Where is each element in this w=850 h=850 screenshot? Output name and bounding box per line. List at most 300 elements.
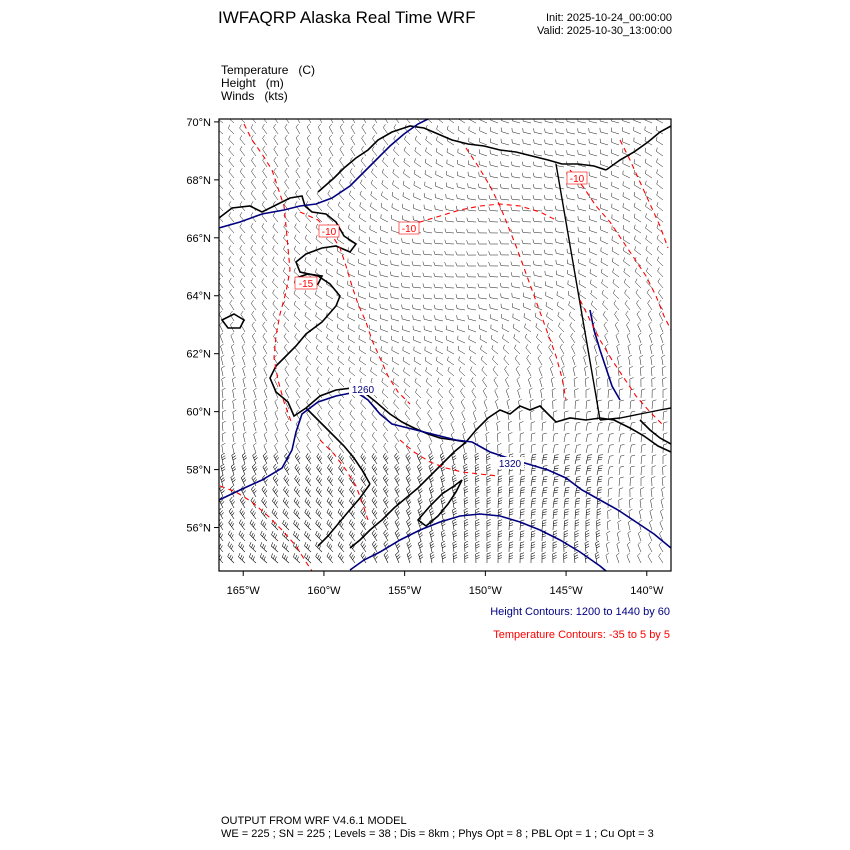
coastline-canada-east [606,126,671,170]
wind-barb [228,553,234,563]
wind-barb [527,355,531,365]
wind-barb [663,389,667,398]
wind-barb [370,214,377,222]
wind-barb [634,225,641,233]
lat-label: 64°N [186,290,211,303]
wind-barb [441,530,445,541]
wind-barb [361,443,366,453]
wind-barb [657,213,663,222]
wind-barb [412,305,421,310]
wind-barb [395,486,400,497]
contour-label-text: -10 [569,174,585,185]
wind-barb [641,400,646,409]
wind-barb [285,113,290,123]
wind-barb [239,520,245,531]
wind-barb [595,552,600,563]
wind-barb [662,487,665,497]
wind-barb [250,542,257,552]
wind-barb [460,377,465,387]
wind-barb [575,531,579,542]
wind-barb [446,183,454,190]
wind-barb [434,273,443,277]
wind-barb [553,422,558,431]
wind-barb [508,421,512,431]
wind-barb [338,367,344,376]
wind-barb [372,169,378,178]
wind-barb [425,193,433,200]
wind-barb [429,443,432,453]
wind-barb [392,346,399,354]
wind-barb [489,273,498,277]
wind-barb [274,146,278,156]
wind-barb [597,389,601,398]
wind-barb [404,378,410,387]
wind-barb [240,278,245,288]
wind-barb [240,179,245,189]
wind-barb [634,138,641,146]
wind-barb [529,388,532,398]
wind-barb [522,240,531,244]
wind-barb [571,333,575,343]
wind-barb [435,194,443,200]
wind-barb [590,269,597,277]
wind-barb [534,151,543,156]
wind-barb [384,443,388,453]
wind-barb [450,410,454,420]
wind-barb [634,214,641,222]
wind-barb [263,464,268,475]
wind-barb [467,294,476,299]
wind-barb [578,150,586,156]
wind-barb [520,476,525,486]
wind-barb [406,453,411,464]
wind-barb [221,464,226,475]
wind-barb [381,214,388,222]
wind-barb [590,280,597,288]
wind-barb [231,475,236,486]
wind-barb [498,476,502,486]
wind-barb [453,530,457,541]
wind-barb [407,552,412,563]
wind-barb [547,312,554,321]
wind-barb [414,170,421,178]
wind-barb [586,520,590,530]
wind-barb [487,531,491,542]
wind-barb [578,139,586,145]
wind-barb [424,205,432,211]
wind-barb [630,477,634,486]
wind-barb [449,378,455,387]
wind-barb [553,444,558,453]
wind-barb [273,486,278,497]
wind-barb [575,445,581,453]
wind-barb [502,324,509,332]
wind-barb [359,259,366,266]
wind-barb [272,531,279,541]
wind-barb [340,124,344,134]
wind-barb [306,464,311,475]
wind-barb [500,173,509,178]
wind-barb [531,553,535,563]
wind-barb [369,260,377,267]
wind-barb [535,292,543,299]
wind-barb [395,519,400,530]
wind-barb [296,432,300,442]
wind-barb [520,433,524,442]
wind-barb [275,443,279,453]
lon-label: 140°W [630,585,664,597]
wind-barb [445,229,454,233]
wind-barb [380,293,388,299]
wind-barb [658,268,663,278]
wind-barb [509,444,513,453]
wind-barb [271,553,278,563]
wind-barb [402,315,410,321]
wind-barb [480,138,487,145]
wind-barb [306,366,311,376]
wind-barb [497,421,501,431]
wind-barb [649,520,652,530]
wind-barb [240,497,245,508]
wind-barb [263,179,268,189]
wind-barb [242,464,247,475]
wind-barb [542,542,546,552]
wind-barb [585,366,588,376]
wind-barb [578,227,586,233]
wind-barb [601,258,608,266]
wind-barb [445,273,454,277]
wind-barb [296,135,300,145]
wind-barb [295,224,300,234]
wind-barb [307,443,311,453]
wind-barb [338,531,344,541]
wind-barb [393,389,399,398]
wind-barb [523,293,531,299]
wind-barb [575,422,580,431]
wind-barb [630,433,635,442]
wind-barb [296,146,300,156]
wind-barb [337,258,344,266]
wind-barb [217,553,223,563]
wind-barb [283,509,289,519]
wind-barb [338,542,344,552]
wind-barb [349,356,355,365]
wind-barb [418,497,423,508]
wind-barb [498,498,502,508]
wind-barb [251,267,256,277]
wind-barb [556,151,564,157]
wind-barb [415,389,421,398]
wind-barb [316,487,322,497]
wind-barb [597,455,603,464]
wind-barb [383,475,388,486]
wind-barb [240,135,245,145]
wind-barb [392,192,399,200]
wind-barb [285,124,289,134]
wind-barb [425,347,432,355]
coastline-bristol-bay [306,408,370,484]
wind-barb [663,465,667,475]
wind-barb [551,377,554,387]
wind-barb [608,389,612,398]
wind-barb [328,202,334,211]
wind-barb [640,498,644,508]
wind-barb [600,171,608,178]
wind-barb [316,345,322,354]
wind-barb [487,498,491,508]
wind-barb [533,261,542,266]
wind-barb [634,127,641,134]
wind-barb [520,531,524,541]
wind-barb [273,290,278,300]
wind-barb [348,259,355,267]
wind-barb [657,180,663,189]
wind-barb [305,235,311,244]
wind-barb [544,206,553,211]
wind-barb [523,117,531,123]
wind-barb [522,162,531,167]
wind-barb [618,520,622,530]
wind-barb [663,455,667,464]
wind-barb [329,168,334,178]
wind-barb [636,300,641,310]
wind-barb [239,542,245,552]
wind-barb [503,335,510,344]
wind-barb [467,240,476,244]
wind-barb [464,519,468,530]
wind-barb [273,113,278,123]
wind-barb [435,315,443,321]
wind-barb [589,205,597,211]
wind-barb [380,260,388,266]
wind-barb [436,357,443,365]
wind-barb [329,135,333,145]
wind-barb [596,541,600,552]
wind-barb [487,509,491,519]
wind-barb [381,203,388,211]
wind-barb [425,336,433,343]
wind-barb [568,291,575,299]
wind-barb [601,204,609,211]
wind-barb [589,216,597,223]
wind-barb [478,218,487,222]
wind-barb [251,124,256,134]
wind-barb [414,336,422,343]
wind-barb [624,268,630,277]
wind-barb [586,498,591,508]
wind-barb [464,497,468,508]
wind-barb [479,161,487,167]
wind-barb [657,202,663,211]
lat-label: 70°N [186,116,211,129]
wind-barb [380,315,388,322]
wind-barb [487,520,491,531]
wind-barb [402,238,410,244]
wind-barb [473,399,477,409]
wind-barb [423,294,432,299]
wind-barb [327,324,334,333]
wind-barb [542,487,547,497]
wind-barb [362,113,366,123]
wind-barb [251,486,256,497]
lon-label: 165°W [226,585,260,597]
wind-barb [553,509,558,519]
wind-barb [383,453,388,464]
wind-barb [228,531,234,541]
wind-barb [406,475,411,486]
wind-barb [542,509,547,519]
wind-barb [623,181,630,189]
wind-barb [275,399,278,409]
wind-barb [394,113,399,123]
height-contour-legend: Height Contours: 1200 to 1440 by 60 [490,606,670,618]
wind-barb [369,304,377,311]
contour-label-text: -10 [401,224,417,235]
wind-barb [380,304,388,310]
wind-barb [415,367,422,376]
wind-barb [360,191,366,200]
wind-barb [390,283,399,288]
wind-barb [395,508,400,519]
wind-barb [534,282,542,288]
wind-barb [349,191,355,200]
wind-barb [597,466,603,475]
wind-barb [233,432,236,442]
wind-barb [531,422,535,431]
wind-barb [658,278,663,288]
wind-barb [316,531,322,541]
wind-barb [467,229,476,233]
wind-barb [531,542,535,552]
wind-barb [476,519,480,530]
wind-barb [564,487,570,497]
lat-label: 58°N [186,464,211,477]
wind-barb [390,272,399,277]
wind-barb [498,509,502,519]
wind-barb [350,410,355,420]
wind-barb [445,251,454,255]
wind-barb [514,345,520,354]
wind-barb [619,389,623,398]
wind-barb [391,226,399,233]
wind-barb [274,135,278,145]
wind-barb [230,322,234,332]
wind-barb [296,388,300,398]
wind-barb [567,150,575,156]
wind-barb [616,553,619,563]
wind-barb [251,168,256,178]
wind-barb [228,125,234,134]
wind-barb [492,356,498,365]
wind-barb [251,179,256,189]
wind-barb [628,520,631,530]
wind-barb [338,378,344,387]
wind-barb [233,421,237,431]
wind-barb [372,497,377,508]
wind-barb [240,146,245,156]
wind-barb [296,124,300,134]
wind-barb [328,399,333,409]
wind-barb [243,443,246,453]
wind-barb [619,378,623,388]
wind-barb [480,127,487,134]
wind-barb [253,366,256,376]
wind-barb [240,267,245,277]
wind-barb [583,344,586,354]
wind-barb [490,314,498,321]
wind-barb [229,136,235,145]
wind-barb [318,146,322,156]
wind-barb [406,464,411,475]
wind-barb [553,433,558,442]
wind-barb [556,249,564,255]
wind-barb [316,356,322,365]
wind-barb [240,157,245,167]
wind-barb [613,268,619,277]
wind-barb [273,475,278,486]
wind-barb [600,150,608,157]
wind-barb [327,553,333,563]
coastline-southeast [640,420,671,444]
wind-barb [522,272,531,277]
wind-barb [451,421,454,431]
wind-barb [412,261,421,266]
wind-barb [556,129,565,135]
wind-barb [586,422,591,431]
wind-barb [597,509,601,519]
wind-barb [428,410,432,420]
wind-barb [564,531,568,541]
wind-barb [578,216,586,222]
wind-barb [489,207,498,211]
wind-barb [645,126,652,134]
wind-barb [272,509,278,519]
wind-barb [567,238,575,244]
wind-barb [619,499,623,509]
wind-barb [579,280,586,288]
wind-barb [467,284,476,288]
wind-barb [424,315,432,321]
wind-barb [558,323,564,332]
wind-barb [448,367,454,376]
wind-barb [657,246,663,255]
wind-barb [222,421,226,431]
wind-barb [415,158,422,167]
wind-barb [359,225,366,233]
wind-barb [564,509,569,519]
wind-barb [295,212,300,222]
wind-barb [371,367,377,376]
wind-barb [338,345,344,354]
wind-barb [251,289,256,299]
wind-barb [284,322,289,332]
wind-barb [372,541,377,552]
wind-barb [464,541,468,552]
wind-barb [489,218,498,222]
wind-barb [349,213,355,222]
wind-barb [285,366,289,376]
temperature-contour [570,170,671,330]
wind-barb [295,190,300,200]
wind-barb [549,355,553,365]
wind-barb [630,400,635,409]
wind-barb [424,326,432,332]
wind-barb [221,366,224,376]
wind-barb [536,323,542,332]
wind-barb [467,195,476,200]
wind-barb [393,378,399,387]
wind-barb [463,453,467,464]
